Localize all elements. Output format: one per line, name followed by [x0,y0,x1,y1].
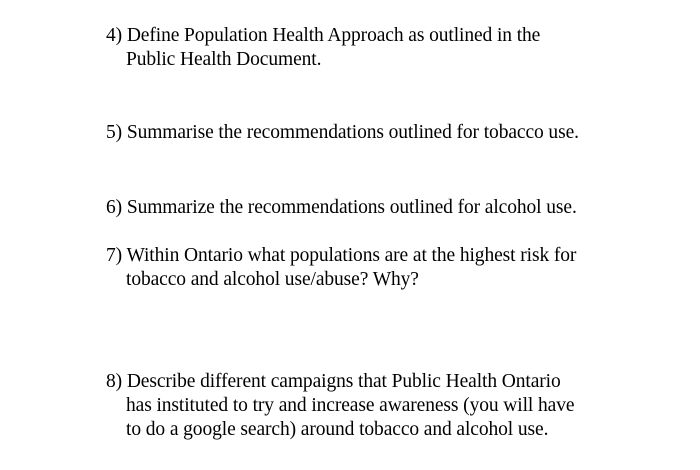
question-4-line-1: 4) Define Population Health Approach as outlined in the [106,25,541,46]
question-5-line-1: 5) Summarise the recommendations outlined for tobacco use. [106,122,579,143]
question-6 [106,196,577,220]
question-8-line-3: to do a google search) around tobacco and alcohol use. [126,419,549,440]
question-7-line-2: tobacco and alcohol use/abuse? Why? [126,269,419,290]
question-8-line-1: 8) Describe different campaigns that Public Health Ontario [106,371,561,392]
question-4-line-2: Public Health Document. [126,49,322,70]
question-8 [106,370,574,442]
question-4 [106,24,540,72]
question-5 [106,121,579,145]
question-7 [106,244,576,292]
question-7-line-1: 7) Within Ontario what populations are at the highest risk for [106,245,577,266]
question-6-line-1: 6) Summarize the recommendations outlined for alcohol use. [106,197,577,218]
question-8-line-2: has instituted to try and increase awareness (you will have [126,395,575,416]
